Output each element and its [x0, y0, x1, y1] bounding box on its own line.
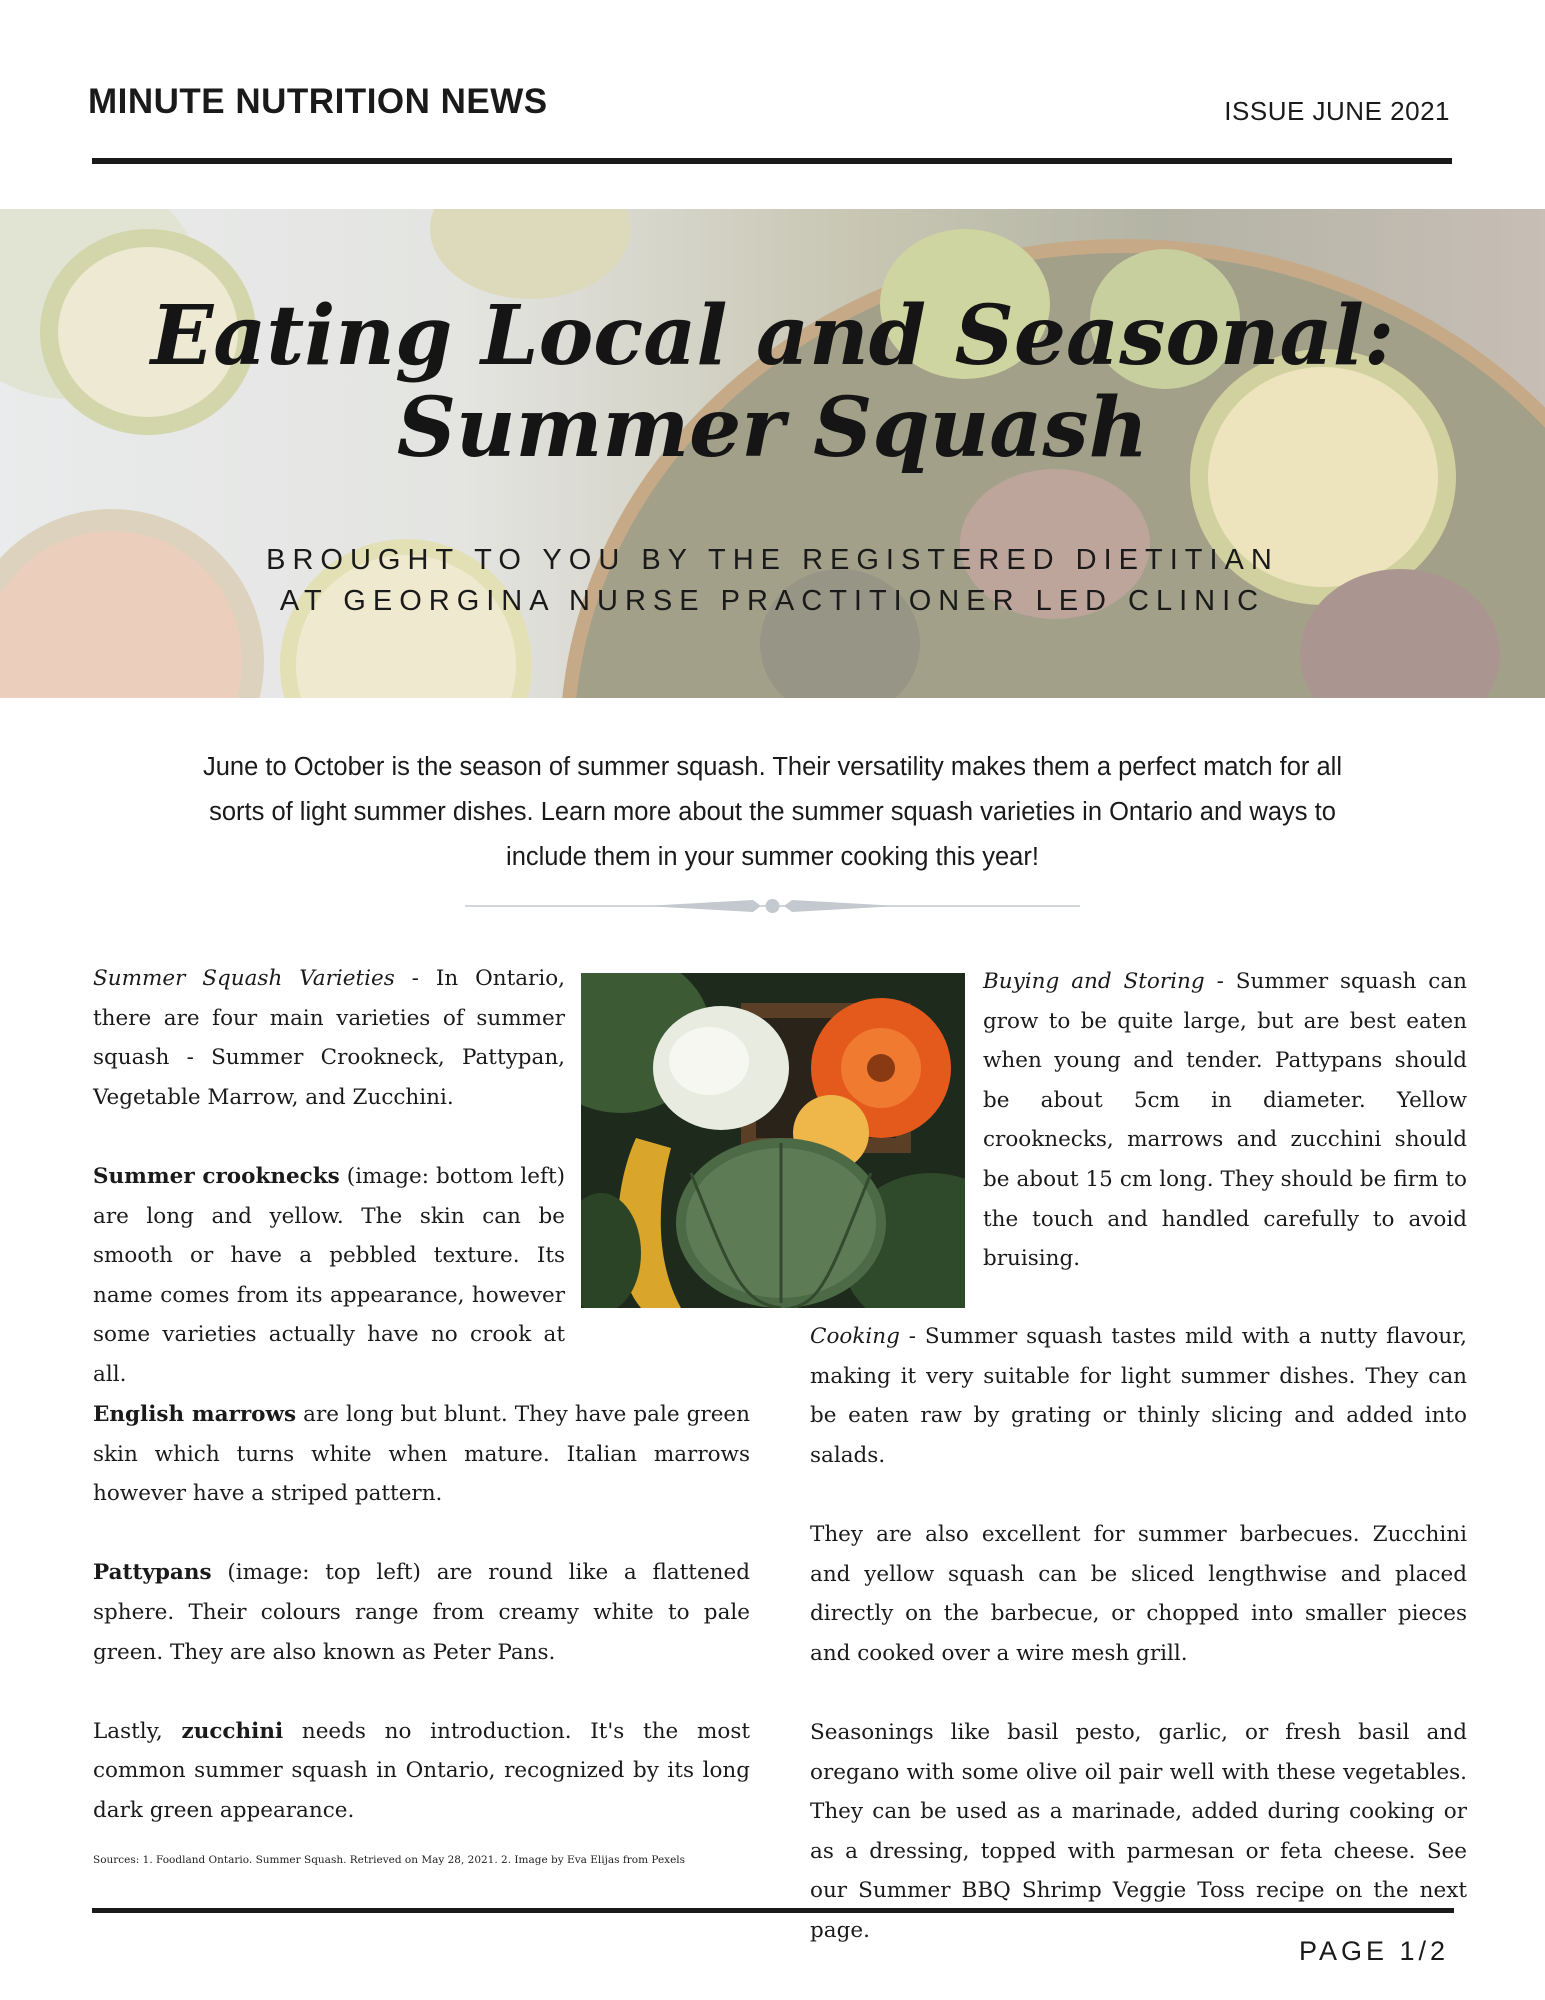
title-line-1: Eating Local and Seasonal: [150, 288, 1395, 384]
right-column-top [983, 962, 1467, 1318]
page-number: PAGE 1/2 [1298, 1936, 1449, 1966]
squash-photo [581, 973, 965, 1308]
footer-rule [92, 1908, 1454, 1913]
sources-note: Sources: 1. Foodland Ontario. Summer Squash. Retrieved on May 28, 2021. 2. Image by Eva Elijas from Pexels [93, 1854, 686, 1866]
issue-date: ISSUE JUNE 2021 [1224, 96, 1450, 126]
crooknecks-paragraph: Summer crooknecks (image: bottom left) are long and yellow. The skin can be smooth or have a pebbled texture. Its name comes from its appearance, however some varieties actually have no crook at all. [93, 1163, 566, 1387]
intro-line-2: sorts of light summer dishes. Learn more about the summer squash varieties in Ontario and ways to [209, 798, 1336, 826]
cooking-paragraph: Cooking - Summer squash tastes mild with a nutty flavour, making it very suitable for light summer dishes. They can be eaten raw by grating or thinly slicing and added into salads. [810, 1324, 1467, 1468]
subtitle-line-2: AT GEORGINA NURSE PRACTITIONER LED CLINIC [279, 585, 1266, 617]
buying-heading: Buying and Storing [983, 969, 1205, 994]
ornament-divider [465, 895, 1080, 917]
title-line-2: Summer Squash [396, 380, 1149, 476]
article-subtitle [0, 540, 1545, 622]
pattypans-paragraph: Pattypans (image: top left) are round like a flattened sphere. Their colours range from creamy white to pale green. They are also known as Peter Pans. [93, 1560, 750, 1665]
pattypans-heading: Pattypans [93, 1560, 212, 1586]
header-rule [92, 158, 1452, 164]
cooking-heading: Cooking [810, 1324, 900, 1349]
zucchini-paragraph: Lastly, zucchini needs no introduction. It's the most common summer squash in Ontario, recognized by its long dark green appearance. [93, 1718, 750, 1823]
seasonings-paragraph: Seasonings like basil pesto, garlic, or fresh basil and oregano with some olive oil pair well with these vegetables. They can be used as a marinade, added during cooking or as a dressing, topped with parmesan or feta cheese. See our Summer BBQ Shrimp Veggie Toss recipe on the next page. [810, 1719, 1467, 1943]
right-column-bottom [810, 1317, 1467, 1990]
intro-line-1: June to October is the season of summer squash. Their versatility makes them a perfect match for all [202, 753, 1343, 781]
varieties-paragraph: Summer Squash Varieties - In Ontario, there are four main varieties of summer squash - Summer Crookneck, Pattypan, Vegetable Marrow, and Zucchini. [93, 966, 565, 1110]
masthead-title: MINUTE NUTRITION NEWS [88, 82, 548, 121]
buying-paragraph: Buying and Storing - Summer squash can grow to be quite large, but are best eaten when young and tender. Pattypans should be about 5cm in diameter. Yellow crooknecks, marrows and zucchini should be about 15 cm long. They should be firm to the touch and handled carefully to avoid bruising. [983, 969, 1467, 1272]
article-title [0, 290, 1545, 474]
marrows-paragraph: English marrows are long but blunt. They have pale green skin which turns white when mature. Italian marrows however have a striped pattern. [93, 1402, 750, 1507]
left-column-top [93, 959, 565, 1434]
left-column-bottom [93, 1395, 750, 1870]
varieties-heading: Summer Squash Varieties [93, 966, 395, 991]
marrows-heading: English marrows [93, 1402, 297, 1427]
subtitle-line-1: BROUGHT TO YOU BY THE REGISTERED DIETITIAN [266, 544, 1279, 576]
bbq-paragraph: They are also excellent for summer barbecues. Zucchini and yellow squash can be sliced lengthwise and placed directly on the barbecue, or chopped into smaller pieces and cooked over a wire mesh grill. [810, 1521, 1467, 1666]
crooknecks-heading: Summer crooknecks [93, 1163, 340, 1189]
intro-paragraph [110, 745, 1435, 880]
zucchini-heading: zucchini [181, 1718, 284, 1744]
intro-line-3: include them in your summer cooking this year! [506, 843, 1039, 871]
